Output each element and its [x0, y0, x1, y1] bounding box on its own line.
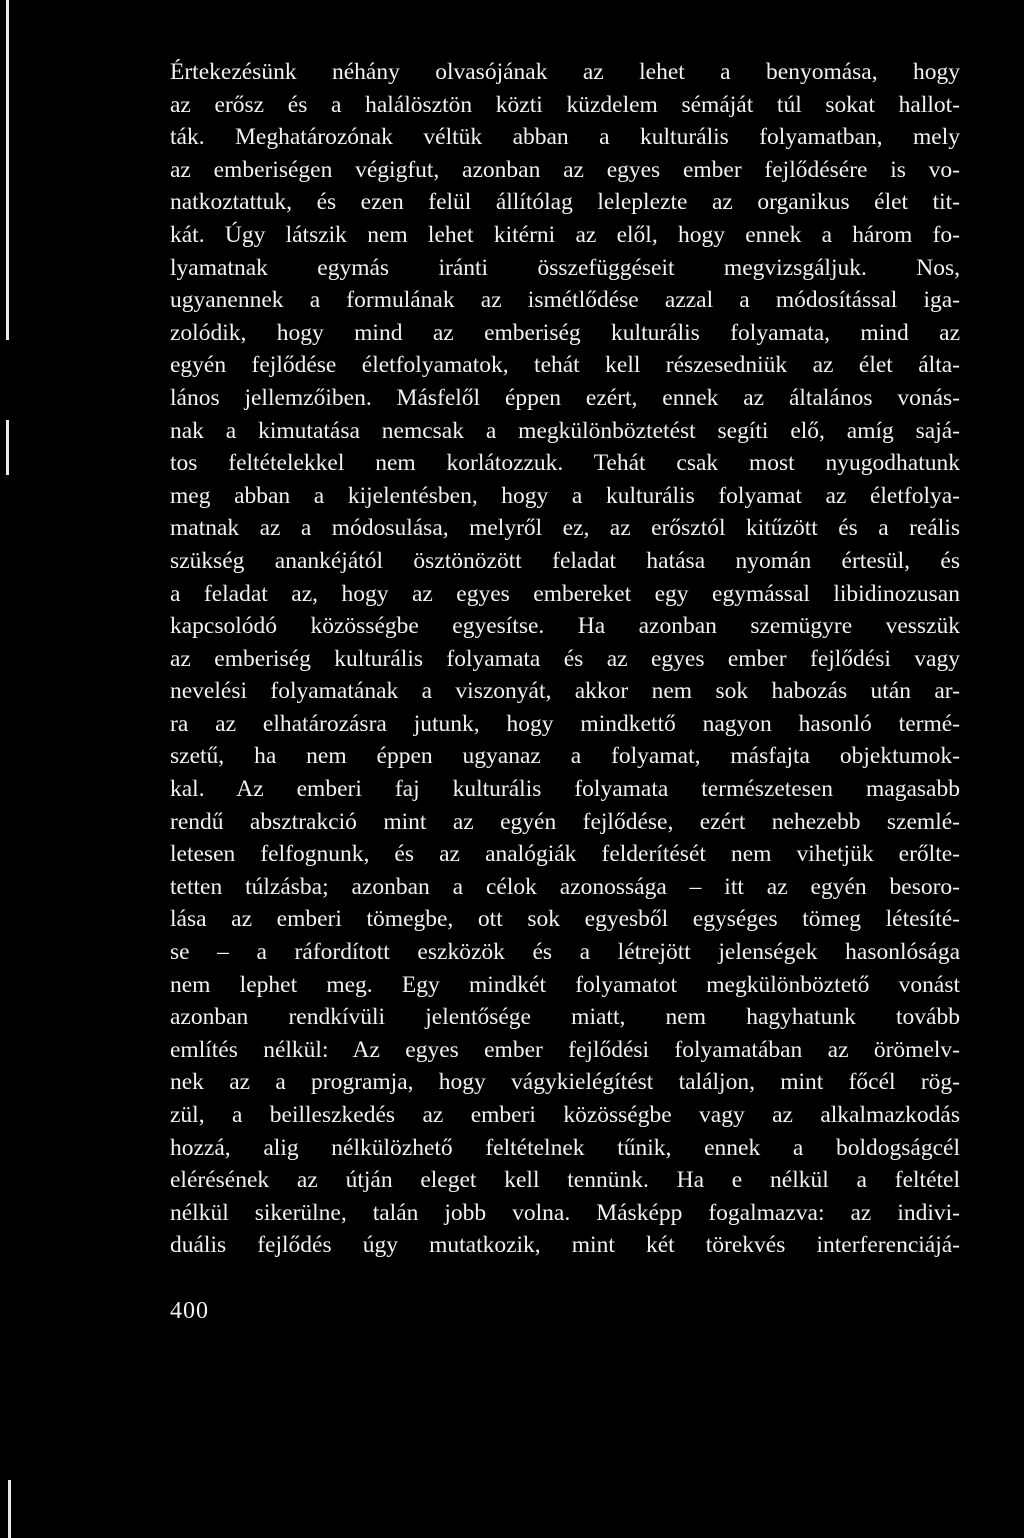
text-line: említés nélkül: Az egyes ember fejlődési folyamatában az örömelv- — [170, 1036, 960, 1063]
text-line: hozzá, alig nélkülözhető feltételnek tűnik, ennek a boldogságcél — [170, 1134, 960, 1161]
text-line: meg abban a kijelentésben, hogy a kulturális folyamat az életfolya- — [170, 482, 960, 509]
text-line: rendű absztrakció mint az egyén fejlődése, ezért nehezebb szemlé- — [170, 808, 960, 835]
text-line: se – a ráfordított eszközök és a létrejött jelenségek hasonlósága — [170, 939, 960, 966]
text-line: tetten túlzásba; azonban a célok azonossága – itt az egyén besoro- — [170, 873, 960, 900]
text-line: nevelési folyamatának a viszonyát, akkor nem sok habozás után ar- — [170, 678, 960, 705]
page-number: 400 — [170, 1298, 209, 1324]
text-line: egyén fejlődése életfolyamatok, tehát kell részesedniük az élet álta- — [170, 352, 960, 379]
text-line: elérésének az útján eleget kell tennünk. Ha e nélkül a feltétel — [170, 1167, 960, 1194]
text-line: zül, a beilleszkedés az emberi közösségbe vagy az alkalmazkodás — [170, 1102, 960, 1128]
text-line: szetű, ha nem éppen ugyanaz a folyamat, másfajta objektumok- — [170, 743, 960, 770]
text-line: az emberiségen végigfut, azonban az egyes ember fejlődésére is vo- — [170, 156, 960, 183]
scan-edge-line — [6, 420, 9, 475]
text-line: ták. Meghatározónak véltük abban a kulturális folyamatban, mely — [170, 124, 960, 151]
scan-edge-line — [6, 0, 9, 340]
text-line: tos feltételekkel nem korlátozzuk. Tehát csak most nyugodhatunk — [170, 450, 960, 477]
text-line: kal. Az emberi faj kulturális folyamata természetesen magasabb — [170, 776, 960, 803]
text-line: natkoztattuk, és ezen felül állítólag leleplezte az organikus élet tit- — [170, 189, 960, 216]
text-line: letesen felfognunk, és az analógiák felderítését nem vihetjük erőlte- — [170, 841, 960, 868]
text-line: a feladat az, hogy az egyes embereket egy egymással libidinozusan — [170, 580, 960, 607]
body-paragraph — [170, 56, 960, 1262]
text-line: szükség anankéjától ösztönözött feladat hatása nyomán értesül, és — [170, 547, 960, 574]
text-line: lyamatnak egymás iránti összefüggéseit megvizsgáljuk. Nos, — [170, 254, 960, 281]
text-line: zolódik, hogy mind az emberiség kulturális folyamata, mind az — [170, 319, 960, 346]
text-line: kapcsolódó közösségbe egyesítse. Ha azonban szemügyre vesszük — [170, 613, 960, 640]
text-line: lása az emberi tömegbe, ott sok egyesből egységes tömeg létesíté- — [170, 906, 960, 933]
text-line: matnak az a módosulása, melyről ez, az erősztól kitűzött és a reális — [170, 515, 960, 542]
text-line: nak a kimutatása nemcsak a megkülönböztetést segíti elő, amíg sajá- — [170, 417, 960, 444]
text-line: kát. Úgy látszik nem lehet kitérni az elől, hogy ennek a három fo- — [170, 221, 960, 248]
text-line: ugyanennek a formulának az ismétlődése azzal a módosítással iga- — [170, 287, 960, 314]
text-line: Értekezésünk néhány olvasójának az lehet a benyomása, hogy — [170, 59, 960, 85]
text-line: ra az elhatározásra jutunk, hogy mindkettő nagyon hasonló termé- — [170, 710, 960, 737]
text-line: duális fejlődés úgy mutatkozik, mint két törekvés interferenciájá- — [170, 1232, 960, 1259]
text-line: nélkül sikerülne, talán jobb volna. Másképp fogalmazva: az indivi- — [170, 1199, 960, 1226]
text-line: lános jellemzőiben. Másfelől éppen ezért, ennek az általános vonás- — [170, 384, 960, 411]
text-line: nek az a programja, hogy vágykielégítést találjon, mint főcél rög- — [170, 1069, 960, 1096]
text-line: azonban rendkívüli jelentősége miatt, nem hagyhatunk tovább — [170, 1004, 960, 1031]
text-line: az erősz és a halálösztön közti küzdelem sémáját túl sokat hallot- — [170, 91, 960, 118]
text-line: nem lephet meg. Egy mindkét folyamatot megkülönböztető vonást — [170, 971, 960, 998]
text-line: az emberiség kulturális folyamata és az egyes ember fejlődési vagy — [170, 645, 960, 672]
scan-edge-line — [8, 1480, 11, 1538]
